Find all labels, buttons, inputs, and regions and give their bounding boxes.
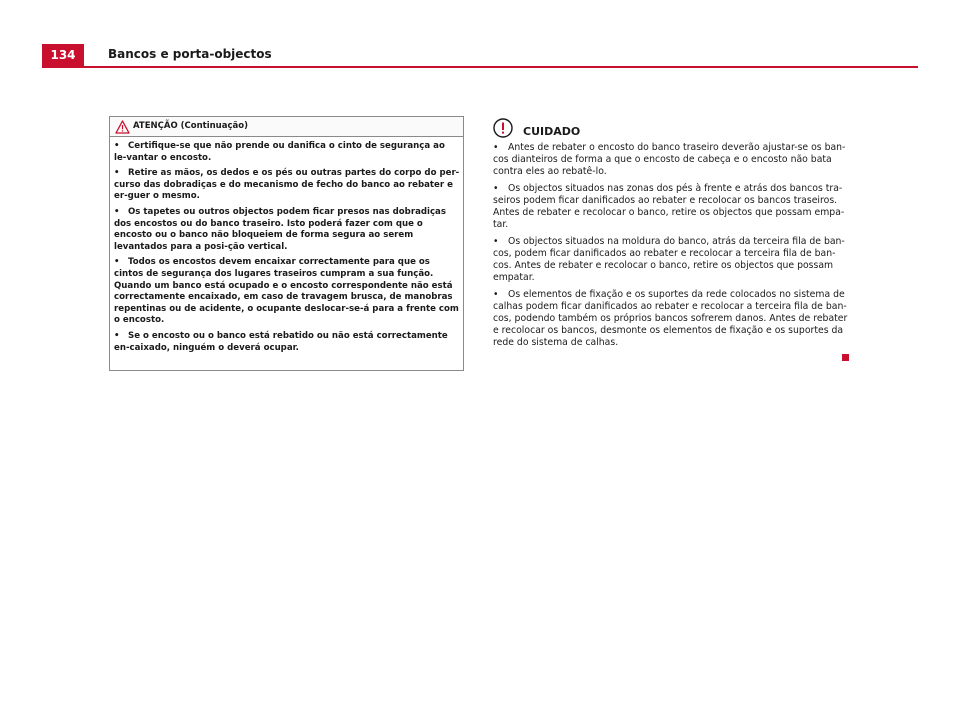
page-number: 134 xyxy=(42,44,84,66)
bullet: • xyxy=(114,206,120,217)
bullet: • xyxy=(114,168,120,179)
bullet: • xyxy=(114,257,120,268)
warning-box xyxy=(109,116,464,371)
list-item xyxy=(114,331,460,354)
warning-triangle-icon xyxy=(115,120,130,134)
warning-title: ATENÇÃO (Continuação) xyxy=(133,121,248,131)
list-item xyxy=(114,141,460,164)
section-end-mark xyxy=(842,354,849,361)
bullet: • xyxy=(493,289,499,300)
page-header xyxy=(42,44,918,68)
list-item xyxy=(493,183,853,231)
caution-title: CUIDADO xyxy=(523,125,581,138)
bullet: • xyxy=(493,236,499,247)
list-item xyxy=(114,207,460,253)
section-title: Bancos e porta-objectos xyxy=(108,47,272,61)
bullet: • xyxy=(114,330,120,341)
exclamation-circle-icon xyxy=(493,118,513,138)
caution-item-text: Os objectos situados na moldura do banco, atrás da terceira fila de ban-cos, podem ficar danificados ao rebater e recolocar a terceira fila de ban-cos. Antes de rebater e recolocar o banco, retire os objectos que possam empatar. xyxy=(493,236,845,283)
bullet: • xyxy=(493,183,499,194)
bullet: • xyxy=(493,142,499,153)
caution-item-text: Os elementos de fixação e os suportes da rede colocados no sistema de calhas podem ficar danificados ao rebater e recolocar a terceira fila de ban-cos, podendo também os próprios bancos sofrerem danos. Antes de rebater e recolocar os bancos, desmonte os elementos de fixação e os suportes da rede do sistema de calhas. xyxy=(493,289,848,348)
list-item xyxy=(114,168,460,203)
list-item xyxy=(114,257,460,327)
list-item xyxy=(493,142,853,178)
list-item xyxy=(493,289,853,349)
warning-item-text: Os tapetes ou outros objectos podem ficar presos nas dobradiças dos encostos ou do banco traseiro. Isto poderá fazer com que o encosto ou o banco não bloqueiem de forma segura ao serem levantados para a posi-ção vertical. xyxy=(114,206,446,252)
caution-header xyxy=(493,118,853,140)
caution-list xyxy=(493,142,853,349)
list-item xyxy=(493,236,853,284)
warning-item-text: Certifique-se que não prende ou danifica o cinto de segurança ao le-vantar o encosto. xyxy=(114,141,445,163)
warning-header xyxy=(110,117,463,137)
caution-section xyxy=(493,118,853,354)
bullet: • xyxy=(114,141,120,151)
header-rule xyxy=(42,66,918,68)
caution-item-text: Os objectos situados nas zonas dos pés à frente e atrás dos bancos tra-seiros podem ficar danificados ao rebater e recolocar os bancos traseiros. Antes de rebater e recolocar o banco, retire os objectos que possam empa-tar. xyxy=(493,183,845,230)
warning-list xyxy=(114,141,460,358)
warning-item-text: Todos os encostos devem encaixar correctamente para que os cintos de segurança dos lugares traseiros cumpram a sua função. Quando um banco está ocupado e o encosto correspondente não está correctamente encaixado, em caso de travagem brusca, de manobras repentinas ou de acidente, o ocupante deslocar-se-á para a frente com o encosto. xyxy=(114,257,459,326)
warning-item-text: Se o encosto ou o banco está rebatido ou não está correctamente en-caixado, ninguém o deverá ocupar. xyxy=(114,330,448,353)
warning-item-text: Retire as mãos, os dedos e os pés ou outras partes do corpo do per-curso das dobradiças e do mecanismo de fecho do banco ao rebater e er-guer o mesmo. xyxy=(114,168,460,202)
caution-item-text: Antes de rebater o encosto do banco traseiro deverão ajustar-se os ban-cos dianteiros de forma a que o encosto de cabeça e o encosto não bata contra eles ao rebatê-lo. xyxy=(493,142,846,177)
